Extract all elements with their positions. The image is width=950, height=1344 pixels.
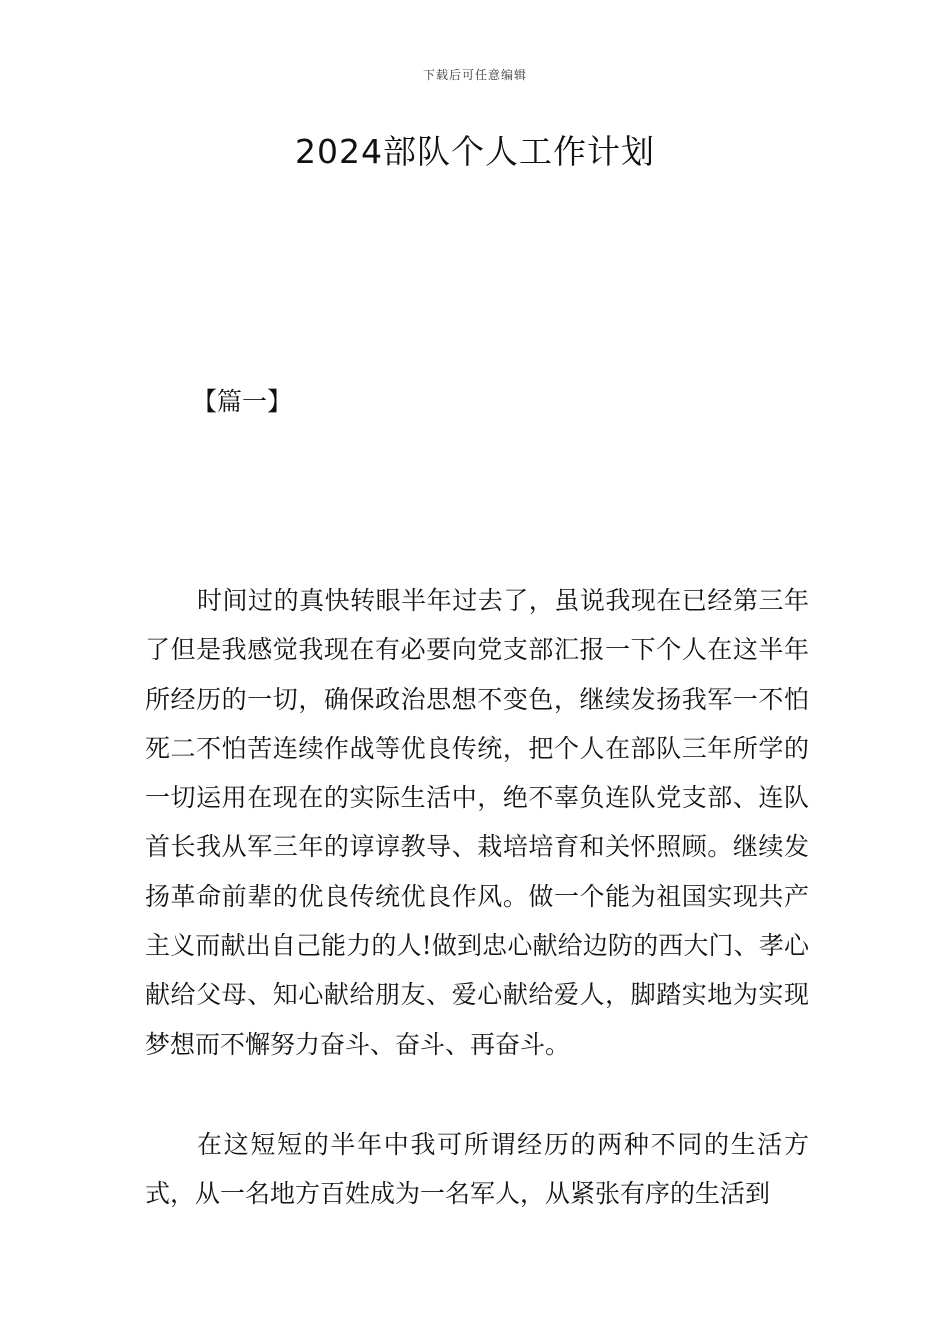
body-paragraph: 时间过的真快转眼半年过去了，虽说我现在已经第三年了但是我感觉我现在有必要向党支部汇报一下个人在这半年所经历的一切，确保政治思想不变色，继续发扬我军一不怕死二不怕苦连续作战等优良传统，把个人在部队三年所学的一切运用在现在的实际生活中，绝不辜负连队党支部、连队首长我从军三年的谆谆教导、栽培培育和关怀照顾。继续发扬革命前辈的优良传统优良作风。做一个能为祖国实现共产主义而献出自己能力的人!做到忠心献给边防的西大门、孝心献给父母、知心献给朋友、爱心献给爱人，脚踏实地为实现梦想而不懈努力奋斗、奋斗、再奋斗。 — [145, 586, 809, 1059]
header-note: 下载后可任意编辑 — [422, 68, 527, 82]
page-title: 2024部队个人工作计划 — [295, 132, 655, 171]
section-label: 【篇一】 — [192, 387, 293, 416]
body-paragraph: 在这短短的半年中我可所谓经历的两种不同的生活方式，从一名地方百姓成为一名军人，从紧张有序的生活到 — [145, 1130, 809, 1209]
